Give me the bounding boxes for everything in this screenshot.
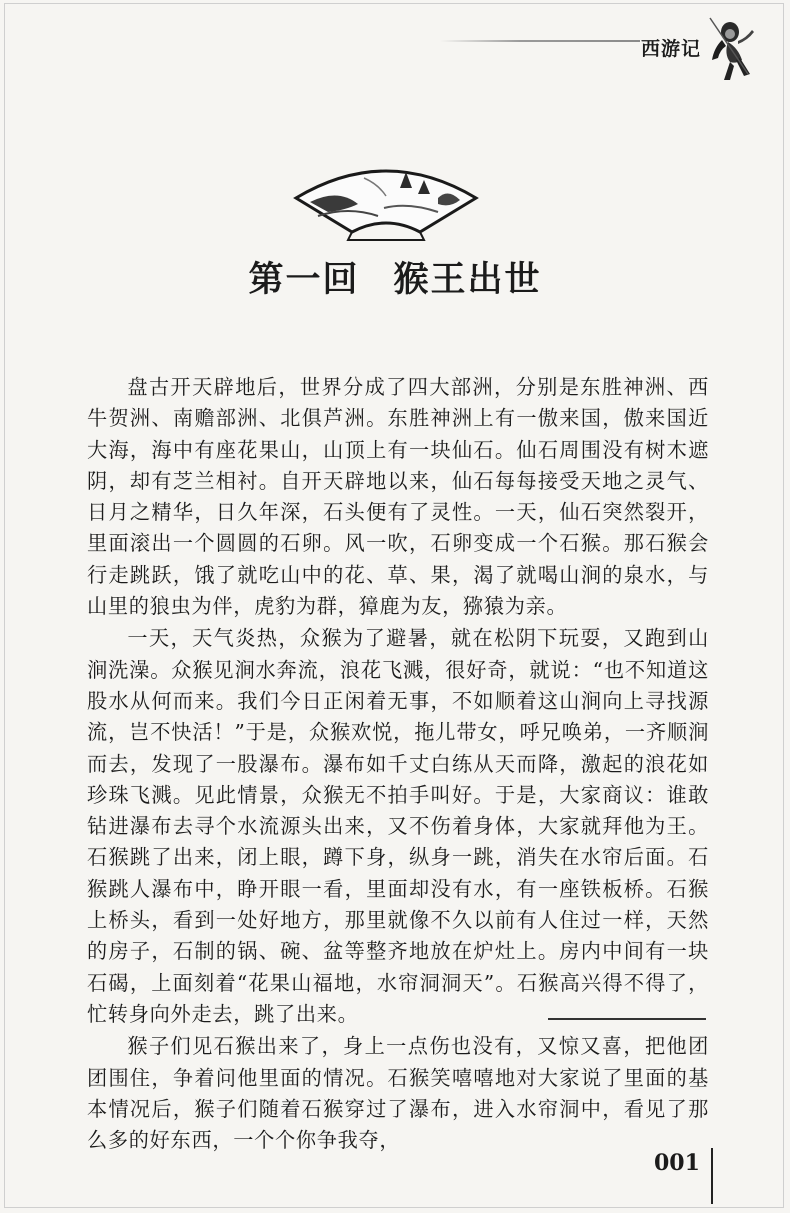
landscape-fan-icon bbox=[288, 158, 484, 246]
page-number-rule bbox=[711, 1148, 713, 1204]
underline-mark bbox=[548, 1018, 706, 1020]
monkey-king-icon bbox=[708, 14, 756, 84]
running-header-title: 西游记 bbox=[641, 38, 702, 60]
paragraph: 一天，天气炎热，众猴为了避暑，就在松阴下玩耍，又跑到山涧洗澡。众猴见涧水奔流，浪花飞溅，很好奇，就说：“也不知道这股水从何而来。我们今日正闲着无事，不如顺着这山涧向上寻找源流，岂不快活！”于是，众猴欢悦，拖儿带女，呼兄唤弟，一齐顺涧而去，发现了一股瀑布。瀑布如千丈白练从天而降，激起的浪花如珍珠飞溅。见此情景，众猴无不拍手叫好。于是，大家商议：谁敢钻进瀑布去寻个水流源头出来，又不伤着身体，大家就拜他为王。石猴跳了出来，闭上眼，蹲下身，纵身一跳，消失在水帘后面。石猴跳人瀑布中，睁开眼一看，里面却没有水，有一座铁板桥。石猴上桥头，看到一处好地方，那里就像不久以前有人住过一样，天然的房子，石制的锅、碗、盆等整齐地放在炉灶上。房内中间有一块石碣，上面刻着“花果山福地，水帘洞洞天”。石猴高兴得不得了，忙转身向外走去，跳了出来。 bbox=[87, 626, 709, 1026]
paragraph: 猴子们见石猴出来了，身上一点伤也没有，又惊又喜，把他团团围住，争着问他里面的情况。石猴笑嘻嘻地对大家说了里面的基本情况后，猴子们随着石猴穿过了瀑布，进入水帘洞中，看见了那么多的好东西，一个个你争我夺， bbox=[87, 1034, 709, 1153]
chapter-heading bbox=[0, 252, 790, 302]
chapter-body bbox=[87, 372, 709, 1157]
chapter-number: 第一回 bbox=[248, 259, 360, 300]
chapter-title: 猴王出世 bbox=[393, 259, 542, 300]
page-number: 001 bbox=[654, 1150, 700, 1176]
paragraph: 盘古开天辟地后，世界分成了四大部洲，分别是东胜神洲、西牛贺洲、南赡部洲、北俱芦洲。东胜神洲上有一傲来国，傲来国近大海，海中有座花果山，山顶上有一块仙石。仙石周围没有树木遮阴，却有芝兰相衬。自开天辟地以来，仙石每每接受天地之灵气、日月之精华，日久年深，石头便有了灵性。一天，仙石突然裂开，里面滚出一个圆圆的石卵。风一吹，石卵变成一个石猴。那石猴会行走跳跃，饿了就吃山中的花、草、果，渴了就喝山涧的泉水，与山里的狼虫为伴，虎豹为群，獐鹿为友，猕猿为亲。 bbox=[87, 375, 709, 619]
header-rule bbox=[440, 40, 640, 42]
